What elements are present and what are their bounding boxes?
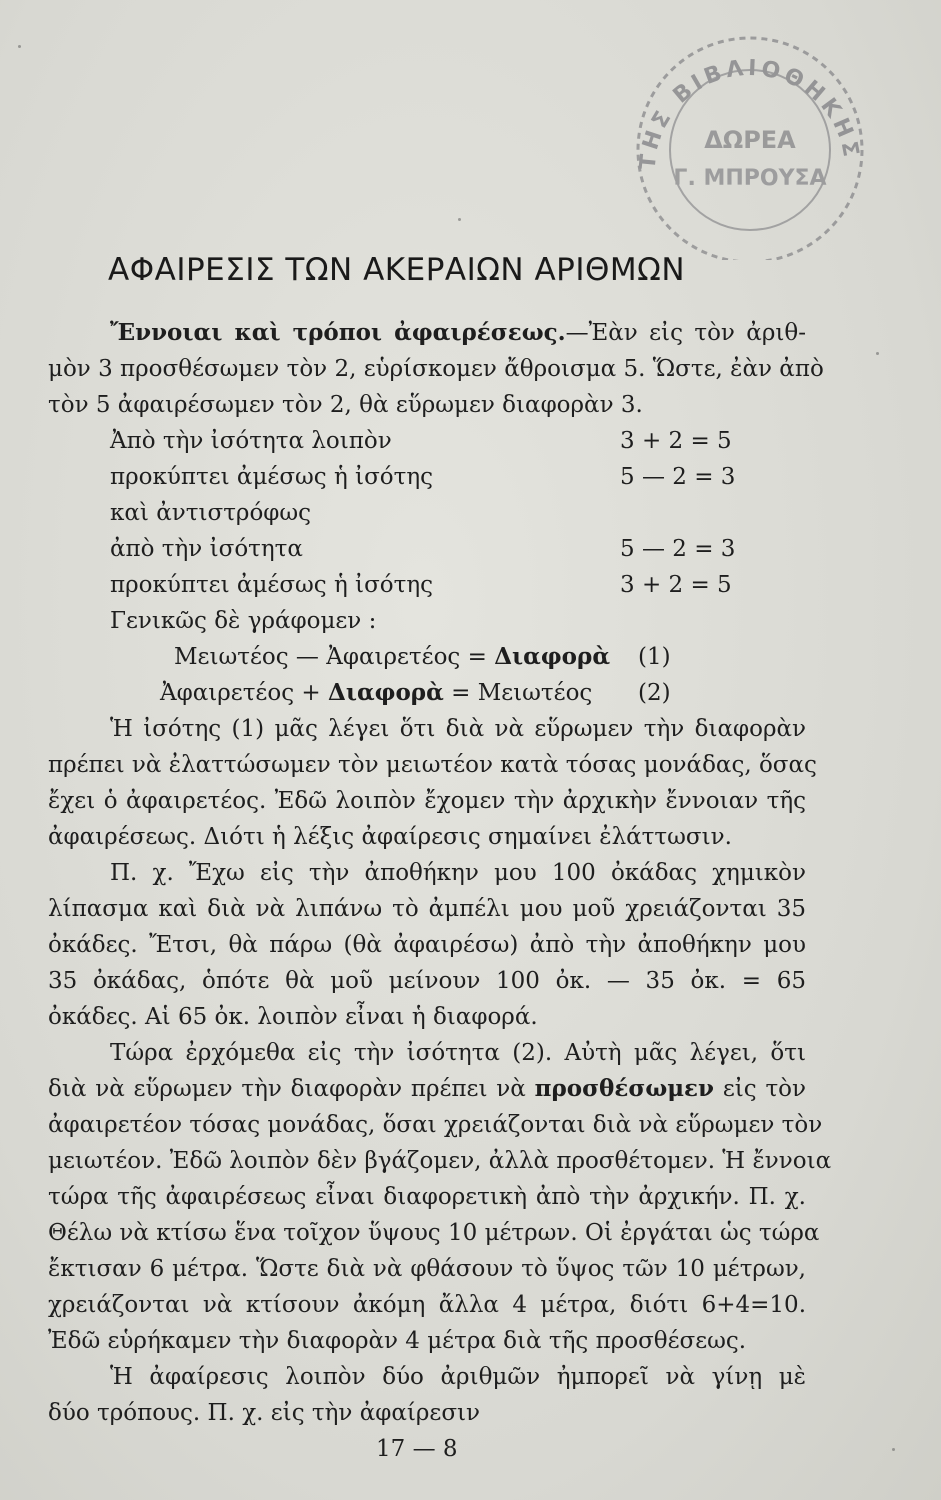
para3-line-2 [48,1074,806,1104]
equality-text-3: καὶ ἀντιστρόφως [110,500,312,526]
formula-1 [174,642,610,672]
formula-2-left: Ἀφαιρετέος + [160,680,328,706]
formula-1-bold: Διαφορὰ [494,643,611,670]
para4-line-1: Ἡ ἀφαίρεσις λοιπὸν δύο ἀριθμῶν ἠμπορεῖ νὰ γίνῃ μὲ [110,1364,806,1390]
intro-line-3: τὸν 5 ἀφαιρέσωμεν τὸν 2, θὰ εὕρωμεν διαφορὰν 3. [48,392,643,418]
para3-line-2-pre: διὰ νὰ εὕρωμεν τὴν διαφορὰν πρέπει νὰ [48,1076,535,1102]
intro-heading: Ἔννοιαι καὶ τρόποι ἀφαιρέσεως. [110,319,566,346]
intro-line-1-rest: —Ἐὰν εἰς τὸν ἀριθ- [565,320,806,346]
equality-text-1: Ἀπὸ τὴν ἰσότητα λοιπὸν [110,428,392,454]
formula-2-right: = Μειωτέος [443,680,593,706]
equality-1: 3 + 2 = 5 [620,428,732,454]
formula-1-number: (1) [638,644,671,670]
equality-text-2: προκύπτει ἀμέσως ἡ ἰσότης [110,464,434,490]
equality-text-4: ἀπὸ τὴν ἰσότητα [110,536,303,562]
paper-speck [892,1448,895,1451]
para3-line-9: Ἐδῶ εὑρήκαμεν τὴν διαφορὰν 4 μέτρα διὰ τῆς προσθέσεως. [48,1328,747,1354]
formula-2-bold: Διαφορὰ [327,679,444,706]
para3-line-6: Θέλω νὰ κτίσω ἕνα τοῖχον ὕψους 10 μέτρων. Οἱ ἐργάται ὡς τώρα [48,1220,820,1246]
paper-speck [458,218,461,221]
general-intro: Γενικῶς δὲ γράφομεν : [110,608,377,634]
equality-text-5: προκύπτει ἀμέσως ἡ ἰσότης [110,572,434,598]
para2-line-5: ὀκάδες. Αἱ 65 ὀκ. λοιπὸν εἶναι ἡ διαφορά. [48,1004,538,1030]
formula-1-left: Μειωτέος — Ἀφαιρετέος = [174,644,495,670]
chapter-title: ΑΦΑΙΡΕΣΙΣ ΤΩΝ ΑΚΕΡΑΙΩΝ ΑΡΙΘΜΩΝ [108,252,686,288]
stamp-center-bottom: Γ. ΜΠΡΟΥΣΑ [673,166,827,191]
equality-5: 3 + 2 = 5 [620,572,732,598]
para3-line-2-post: εἰς τὸν [714,1076,806,1102]
example-expression: 17 — 8 [376,1436,458,1462]
para3-line-4: μειωτέον. Ἐδῶ λοιπὸν δὲν βγάζομεν, ἀλλὰ προσθέτομεν. Ἡ ἔννοια [48,1148,832,1174]
para4-line-2: δύο τρόπους. Π. χ. εἰς τὴν ἀφαίρεσιν [48,1400,481,1426]
library-stamp [610,20,880,260]
para3-line-1: Τώρα ἐρχόμεθα εἰς τὴν ἰσότητα (2). Αὐτὴ μᾶς λέγει, ὅτι [110,1040,806,1066]
stamp-ring-text: ΤΗΣ ΒΙΒΛΙΟΘΗΚΗΣ [635,55,864,171]
para1-line-2: πρέπει νὰ ἐλαττώσωμεν τὸν μειωτέον κατὰ τόσας μονάδας, ὅσας [48,752,817,778]
paper-speck [876,352,879,355]
para3-line-7: ἔκτισαν 6 μέτρα. Ὥστε διὰ νὰ φθάσουν τὸ ὕψος τῶν 10 μέτρων, [48,1256,806,1282]
para3-emphasis: προσθέσωμεν [534,1075,714,1102]
equality-4: 5 — 2 = 3 [620,536,736,562]
para3-line-3: ἀφαιρετέον τόσας μονάδας, ὅσαι χρειάζονται διὰ νὰ εὕρωμεν τὸν [48,1112,823,1138]
para2-line-4: 35 ὀκάδας, ὁπότε θὰ μοῦ μείνουν 100 ὀκ. — 35 ὀκ. = 65 [48,968,806,994]
para2-line-3: ὀκάδες. Ἔτσι, θὰ πάρω (θὰ ἀφαιρέσω) ἀπὸ τὴν ἀποθήκην μου [48,932,806,958]
para2-line-2: λίπασμα καὶ διὰ νὰ λιπάνω τὸ ἀμπέλι μου μοῦ χρειάζονται 35 [48,896,806,922]
formula-2-number: (2) [638,680,671,706]
para1-line-1: Ἡ ἰσότης (1) μᾶς λέγει ὅτι διὰ νὰ εὕρωμεν τὴν διαφορὰν [110,716,806,742]
para3-line-8: χρειάζονται νὰ κτίσουν ἀκόμη ἄλλα 4 μέτρα, διότι 6+4=10. [48,1292,806,1318]
para1-line-4: ἀφαιρέσεως. Διότι ἡ λέξις ἀφαίρεσις σημαίνει ἐλάττωσιν. [48,824,732,850]
equality-2: 5 — 2 = 3 [620,464,736,490]
formula-2 [160,678,592,708]
para1-line-3: ἔχει ὁ ἀφαιρετέος. Ἐδῶ λοιπὸν ἔχομεν τὴν ἀρχικὴν ἔννοιαν τῆς [48,788,806,814]
intro-line-2: μὸν 3 προσθέσωμεν τὸν 2, εὑρίσκομεν ἄθροισμα 5. Ὥστε, ἐὰν ἀπὸ [48,356,824,382]
stamp-center-top: ΔΩΡΕΑ [704,126,796,154]
intro-line-1 [110,318,806,348]
paper-speck [18,45,21,48]
para3-line-5: τώρα τῆς ἀφαιρέσεως εἶναι διαφορετικὴ ἀπὸ τὴν ἀρχικήν. Π. χ. [48,1184,806,1210]
para2-line-1: Π. χ. Ἔχω εἰς τὴν ἀποθήκην μου 100 ὀκάδας χημικὸν [110,860,806,886]
